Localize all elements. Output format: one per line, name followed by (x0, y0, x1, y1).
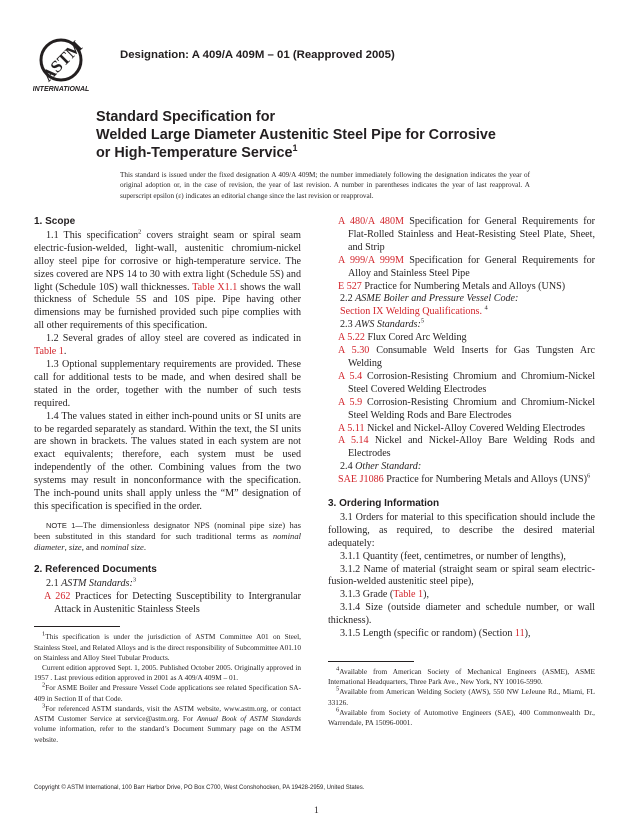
section-1-heading: 1. Scope (34, 216, 76, 227)
ref-link[interactable]: A 5.4 (338, 370, 363, 382)
para-3-1: 3.1 Orders for material to this specification should include the following, as required, to describe the desired material adequately: (328, 511, 595, 549)
ref-aws-a522: A 5.22 Flux Cored Arc Welding (338, 332, 467, 344)
ref-sae-j1086: SAE J1086 Practice for Numbering Metals and Alloys (UNS)$^6$ (338, 472, 591, 486)
section-11-link[interactable]: 11 (514, 628, 525, 640)
para-1-1: 1.1 This specification$^2$ covers straight seam or spiral seam electric-fusion-welded, light-wall, austenitic chromium-nickel alloy steel pipe for corrosive or high-temperature service. The sizes covered are NPS 14 to 30 with extra light (Schedule 5S) and light (Schedule 10S) wall thicknesses. Table X1.1 shows the wall thickness of Schedule 5S and 10S pipe. Pipe having other dimensions may be furnished provided such pipe complies with all other requirements of this specification. (34, 228, 301, 332)
note-1: NOTE 1—The dimensionless designator NPS (nominal pipe size) has been substituted in this standard for such traditional terms as nominal diameter, size, and nominal size. (34, 519, 301, 552)
svg-text:ASTM: ASTM (37, 36, 87, 86)
ref-link[interactable]: A 5.22 (338, 332, 365, 344)
section-ix-link[interactable]: Section IX Welding Qualifications. (340, 306, 482, 318)
ref-link[interactable]: A 480/A 480M (338, 216, 405, 227)
ref-aws-a59: A 5.9 Corrosion-Resisting Chromium and Chromium-Nickel Steel Welding Rods and Bare Electrodes (338, 396, 595, 421)
footnote-1b: Current edition approved Sept. 1, 2005. Published October 2005. Originally approved in 1957 . Last previous edition approved in 2001 as A 409/A 409M – 01. (34, 663, 301, 683)
para-1-3: 1.3 Optional supplementary requirements are provided. These call for additional tests to be made, and when desired shall be stated in the order, together with the number of such tests required. (34, 358, 301, 409)
para-3-1-1: 3.1.1 Quantity (feet, centimetres, or number of lengths), (340, 550, 566, 562)
ref-aws-a530: A 5.30 Consumable Weld Inserts for Gas Tungsten Arc Welding (338, 345, 595, 369)
para-1-2: 1.2 Several grades of alloy steel are covered as indicated in Table 1. (34, 333, 301, 358)
table-1-link[interactable]: Table 1 (34, 346, 64, 358)
table-1-link[interactable]: Table 1 (393, 589, 424, 601)
a262-link[interactable]: A 262 (44, 590, 71, 602)
para-1-4: 1.4 The values stated in either inch-pound units or SI units are to be regarded separately as standard. Within the text, the SI units are shown in brackets. The values stated in each system are not exact equivalents; therefore, each system must be used independently of the other. Combining values from the two systems may result in nonconformance with the specification. The inch-pound units shall apply unless the “M” designation of this specification is specified in the order. (34, 410, 301, 512)
footnote-3: $^3$For referenced ASTM standards, visit the ASTM website, www.astm.org, or contact ASTM Customer Service at service@astm.org. For Annual Book of ASTM Standards volume information, refer to the standard’s Document Summary page on the ASTM website. (34, 702, 301, 744)
right-column (328, 216, 595, 728)
ref-aws-a54: A 5.4 Corrosion-Resisting Chromium and Chromium-Nickel Steel Covered Welding Electrodes (338, 370, 595, 395)
section-3-heading: 3. Ordering Information (328, 498, 440, 510)
ref-section-ix: Section IX Welding Qualifications. $^4$ (340, 304, 488, 318)
para-3-1-3: 3.1.3 Grade (Table 1), (340, 589, 429, 601)
footnote-2: $^2$For ASME Boiler and Pressure Vessel Code applications see related Specification SA-409 in Section II of that Code. (34, 682, 301, 703)
ref-link[interactable]: E 527 (338, 280, 362, 292)
ref-link[interactable]: A 5.14 (338, 435, 369, 447)
footnote-rule (328, 661, 414, 662)
copyright: Copyright © ASTM International, 100 Barr Harbor Drive, PO Box C700, West Conshohocken, PA 19428-2959, United States. (34, 785, 365, 791)
para-2-3: 2.3 AWS Standards:$^5$ (340, 317, 425, 331)
para-3-1-2: 3.1.2 Name of material (straight seam or spiral seam electric-fusion-welded austenitic steel pipe), (328, 563, 595, 588)
para-2-1: 2.1 ASTM Standards:$^3$ (46, 576, 137, 589)
issue-note: This standard is issued under the fixed designation A 409/A 409M; the number immediately following the designation indicates the year of original adoption or, in the case of revision, the year of last revision. A number in parentheses indicates the year of last reapproval. A superscript epsilon (ε) indicates an editorial change since the last revision or reapproval. (120, 171, 530, 200)
astm-logo (33, 36, 89, 94)
para-3-1-5: 3.1.5 Length (specific or random) (Section 11), (340, 628, 531, 640)
footnote-4: $^4$Available from American Society of Mechanical Engineers (ASME), ASME International Headquarters, Three Park Ave., New York, NY 10016-5990. (328, 665, 595, 687)
section-2-heading: 2. Referenced Documents (34, 563, 157, 575)
ref-e527: E 527 Practice for Numbering Metals and Alloys (UNS) (338, 280, 566, 292)
left-column (34, 216, 301, 745)
para-2-2: 2.2 ASME Boiler and Pressure Vessel Code: (340, 293, 519, 305)
ref-link[interactable]: A 5.30 (338, 345, 370, 357)
footnote-1: $^1$This specification is under the jurisdiction of ASTM Committee A01 on Steel, Stainless Steel, and Related Alloys and is the direct responsibility of Subcommittee A01.10 on Stainless and Alloy Steel Tubular Products. (34, 631, 301, 662)
designation: Designation: A 409/A 409M – 01 (Reapproved 2005) (120, 49, 395, 61)
para-2-4: 2.4 Other Standard: (340, 461, 422, 473)
svg-text:INTERNATIONAL: INTERNATIONAL (33, 86, 89, 93)
ref-a480: A 480/A 480M Specification for General Requirements for Flat-Rolled Stainless and Heat-Resisting Steel Plate, Sheet, and Strip (338, 216, 596, 253)
ref-link[interactable]: A 999/A 999M (338, 254, 405, 266)
footnote-5: $^5$Available from American Welding Society (AWS), 550 NW LeJeune Rd., Miami, FL 33126. (328, 685, 595, 707)
footnote-rule (34, 626, 120, 627)
para-3-1-4: 3.1.4 Size (outside diameter and schedule number, or wall thickness). (328, 602, 595, 627)
title-line-3: or High-Temperature Service$^1$ (96, 143, 298, 161)
ref-link[interactable]: A 5.11 (338, 422, 365, 434)
ref-a262: A 262 Practices for Detecting Susceptibility to Intergranular Attack in Austenitic Stainless Steels (44, 590, 301, 615)
ref-aws-a511: A 5.11 Nickel and Nickel-Alloy Covered Welding Electrodes (338, 422, 585, 434)
title-line-2: Welded Large Diameter Austenitic Steel Pipe for Corrosive (96, 127, 496, 143)
ref-a999: A 999/A 999M Specification for General Requirements for Alloy and Stainless Steel Pipe (338, 254, 596, 279)
page-number: 1 (314, 806, 319, 816)
footnote-6: $^6$Available from Society of Automotive Engineers (SAE), 400 Commonwealth Dr., Warrendale, PA 15096-0001. (328, 706, 595, 728)
ref-aws-a514: A 5.14 Nickel and Nickel-Alloy Bare Welding Rods and Electrodes (338, 435, 595, 460)
title-line-1: Standard Specification for (96, 109, 276, 125)
ref-link[interactable]: A 5.9 (338, 396, 363, 408)
title-block (96, 108, 536, 162)
sae-link[interactable]: SAE J1086 (338, 474, 384, 486)
table-x1-1-link[interactable]: Table X1.1 (192, 281, 238, 293)
